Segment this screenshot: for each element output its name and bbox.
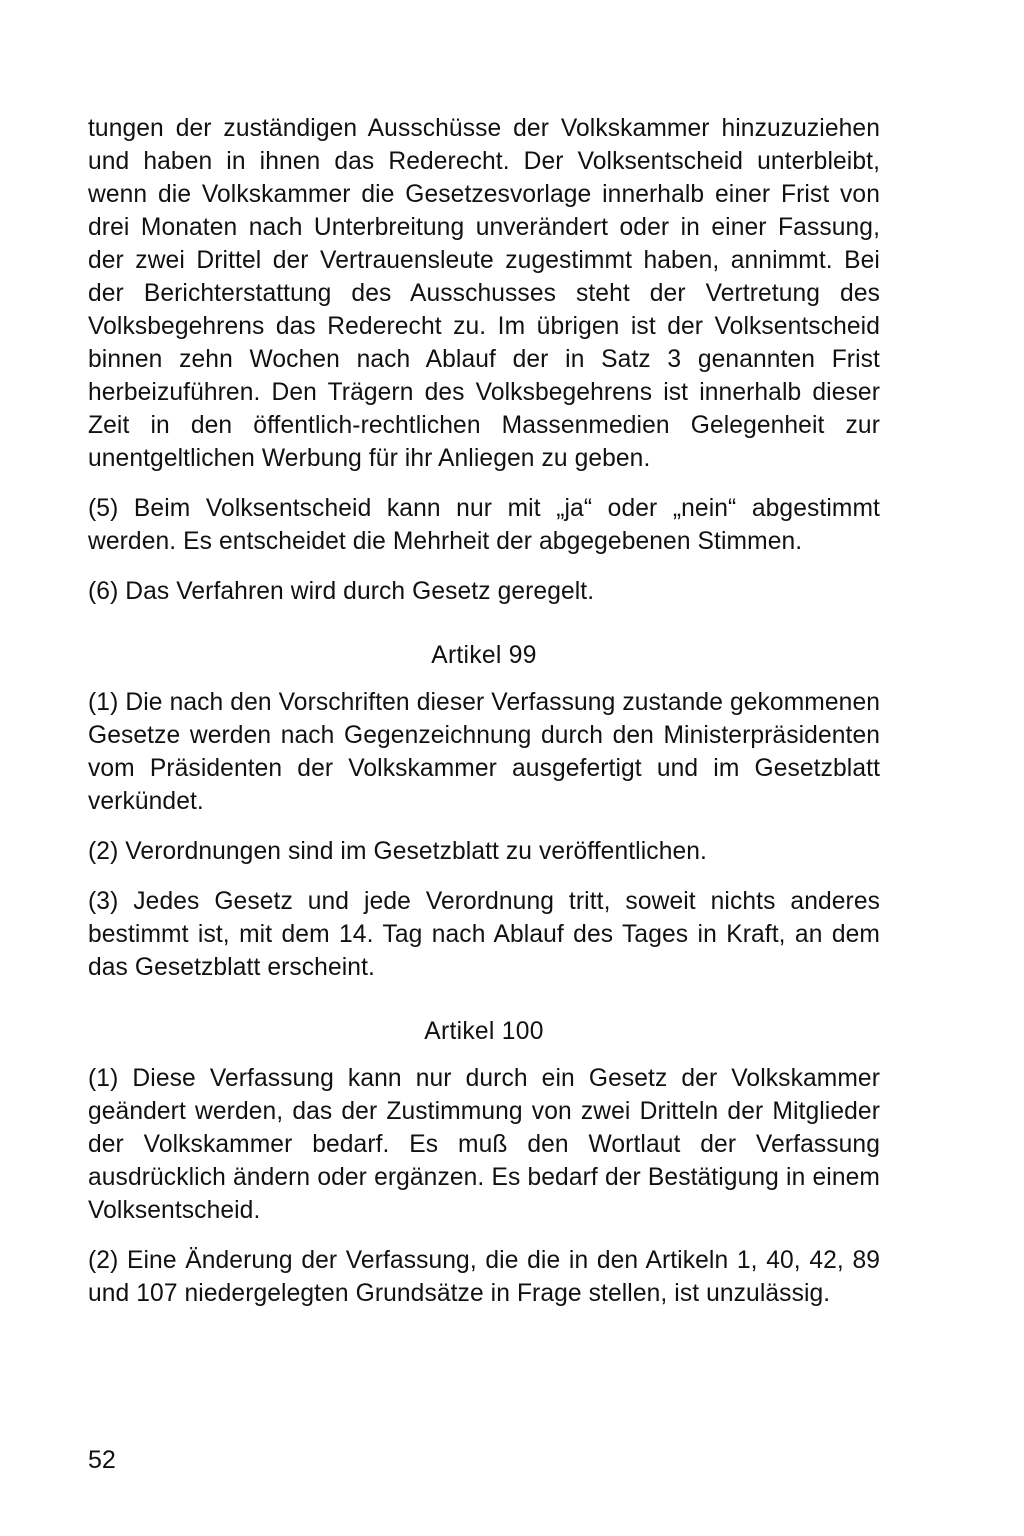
paragraph-6: (6) Das Verfahren wird durch Gesetz geregelt. bbox=[88, 578, 595, 605]
paragraph-continuation: tungen der zuständigen Ausschüsse der Volkskammer hinzuzuziehen und haben in ihnen das Rederecht. Der Volksentscheid unterbleibt, wenn die Volkskammer die Gesetzesvorlage innerhalb einer Frist von drei Monaten nach Unterbreitung unverändert oder in einer Fassung, der zwei Drittel der Vertrauensleute zugestimmt haben, annimmt. Bei der Berichterstattung des Ausschusses steht der Vertretung des Volksbegehrens das Rederecht zu. Im übrigen ist der Volksentscheid binnen zehn Wochen nach Ablauf der in Satz 3 genannten Frist herbeizuführen. Den Trägern des Volksbegehrens ist innerhalb dieser Zeit in den öffentlich-rechtlichen Massenmedien Gelegenheit zur unentgeltlichen Werbung für ihr Anliegen zu geben. bbox=[88, 115, 880, 472]
document-page bbox=[88, 112, 880, 1327]
article-99-paragraph-3: (3) Jedes Gesetz und jede Verordnung tritt, soweit nichts anderes bestimmt ist, mit dem 14. Tag nach Ablauf des Tages in Kraft, an dem das Gesetzblatt erscheint. bbox=[88, 888, 880, 981]
paragraph-5: (5) Beim Volksentscheid kann nur mit „ja“ oder „nein“ abgestimmt werden. Es entscheidet die Mehrheit der abgegebenen Stimmen. bbox=[88, 495, 880, 555]
article-99-paragraph-1: (1) Die nach den Vorschriften dieser Verfassung zustande gekommenen Gesetze werden nach Gegenzeichnung durch den Ministerpräsidenten vom Präsidenten der Volkskammer ausgefertigt und im Gesetzblatt verkündet. bbox=[88, 689, 880, 815]
article-100-paragraph-1: (1) Diese Verfassung kann nur durch ein Gesetz der Volkskammer geändert werden, das der Zustimmung von zwei Dritteln der Mitglieder der Volkskammer bedarf. Es muß den Wortlaut der Verfassung ausdrücklich ändern oder ergänzen. Es bedarf der Bestätigung in einem Volksentscheid. bbox=[88, 1065, 880, 1224]
article-100-heading: Artikel 100 bbox=[424, 1018, 544, 1045]
page-number: 52 bbox=[88, 1446, 116, 1474]
article-99-paragraph-2: (2) Verordnungen sind im Gesetzblatt zu veröffentlichen. bbox=[88, 838, 707, 865]
article-99-heading: Artikel 99 bbox=[431, 642, 537, 669]
article-100-paragraph-2: (2) Eine Änderung der Verfassung, die die in den Artikeln 1, 40, 42, 89 und 107 niedergelegten Grundsätze in Frage stellen, ist unzulässig. bbox=[88, 1247, 880, 1307]
